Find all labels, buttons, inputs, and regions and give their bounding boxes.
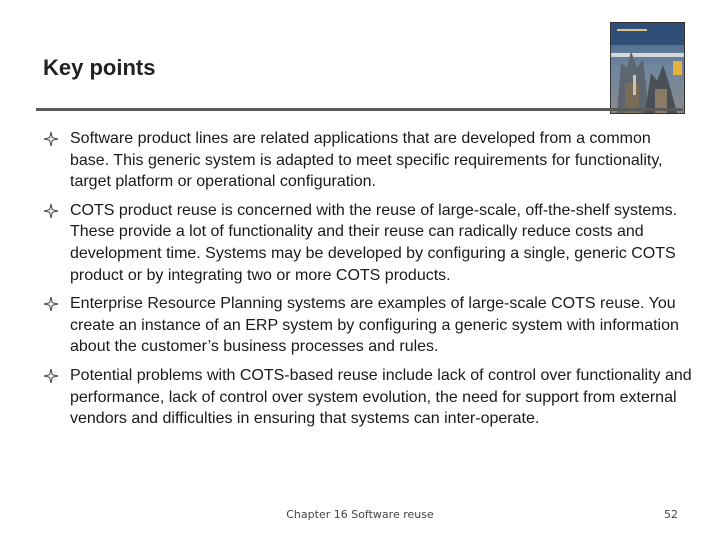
bullet-list	[43, 128, 693, 437]
four-point-star-icon	[43, 131, 59, 147]
bullet-text: Enterprise Resource Planning systems are examples of large-scale COTS reuse. You create an instance of an ERP system by configuring a generic system with information about the customer’s business processes and rules.	[70, 295, 679, 356]
footer-chapter: Chapter 16 Software reuse	[286, 508, 434, 521]
bullet-item	[43, 293, 693, 358]
bullet-text: Software product lines are related applications that are developed from a common base. This generic system is adapted to meet specific requirements for functionality, target platform or operational configuration.	[70, 130, 663, 191]
title-underline	[36, 108, 683, 111]
bullet-item	[43, 128, 693, 193]
bullet-item	[43, 365, 693, 430]
page-number: 52	[664, 508, 678, 521]
four-point-star-icon	[43, 296, 59, 312]
bullet-item	[43, 200, 693, 286]
bullet-text: Potential problems with COTS-based reuse include lack of control over functionality and performance, lack of control over system evolution, the need for support from external vendors and difficulties in ensuring that systems can inter-operate.	[70, 366, 692, 428]
slide-title: Key points	[43, 55, 156, 80]
book-cover-image	[610, 22, 685, 114]
four-point-star-icon	[43, 203, 59, 219]
bullet-text: COTS product reuse is concerned with the reuse of large-scale, off-the-shelf systems. These provide a lot of functionality and their reuse can radically reduce costs and development time. Systems may be developed by configuring a single, generic COTS product or by integrating two or more COTS products.	[70, 201, 678, 284]
four-point-star-icon	[43, 368, 59, 384]
